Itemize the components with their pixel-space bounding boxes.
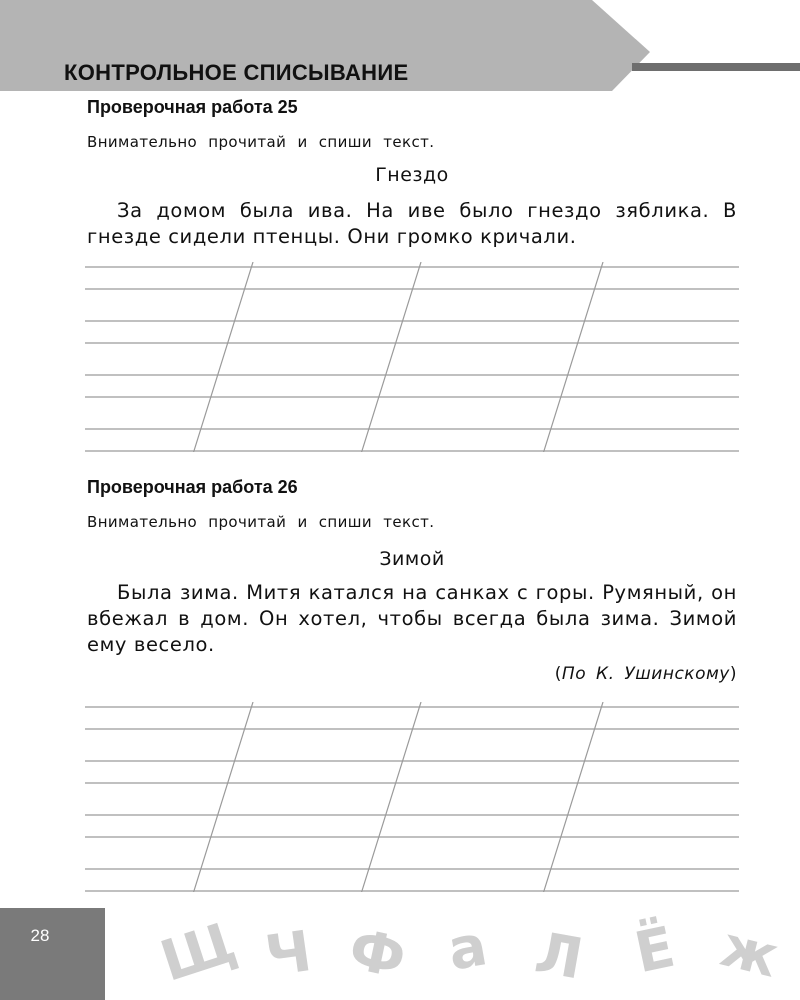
work-26-copy-lines <box>85 702 739 892</box>
work-26-story-text: Была зима. Митя катался на санках с горы. Румяный, он вбежал в дом. Он хотел, чтобы всегда была зима. Зимой ему весело. <box>87 581 737 656</box>
work-26-story-title: Зимой <box>379 548 445 570</box>
work-26-attribution <box>87 664 737 684</box>
work-26-title: Проверочная работа 26 <box>87 477 298 497</box>
work-26-instruction: Внимательно прочитай и спиши текст. <box>87 513 435 531</box>
slant-line <box>543 262 603 452</box>
slant-line <box>193 262 253 452</box>
work-25-copy-lines <box>85 262 739 452</box>
attribution-author: По К. Ушинскому <box>561 664 730 684</box>
slant-line <box>361 702 421 892</box>
attribution-close-paren: ) <box>729 664 737 684</box>
section-title: КОНТРОЛЬНОЕ СПИСЫВАНИЕ <box>64 60 409 85</box>
work-25-story-title: Гнездо <box>375 164 449 186</box>
header-stripe <box>632 63 800 71</box>
slant-line <box>543 702 603 892</box>
work-25-story-text: За домом была ива. На иве было гнездо зяблика. В гнезде сидели птенцы. Они громко кричали. <box>87 199 737 248</box>
decorative-letter: Л <box>530 920 588 993</box>
decorative-letter: а <box>443 913 492 984</box>
page-number-tab <box>0 908 105 1000</box>
decorative-letter: Щ <box>153 910 244 995</box>
slant-line <box>361 262 421 452</box>
attribution-open-paren: ( <box>554 664 562 684</box>
slant-line <box>193 702 253 892</box>
decorative-letter: Ё <box>629 914 681 987</box>
work-25-title: Проверочная работа 25 <box>87 97 298 117</box>
decorative-letter-strip <box>150 905 800 1000</box>
decorative-letter: ж <box>714 914 785 991</box>
decorative-letter: Ч <box>261 919 316 990</box>
work-25-instruction: Внимательно прочитай и спиши текст. <box>87 133 435 151</box>
page-number: 28 <box>30 926 50 945</box>
decorative-letter: Ф <box>343 916 412 992</box>
